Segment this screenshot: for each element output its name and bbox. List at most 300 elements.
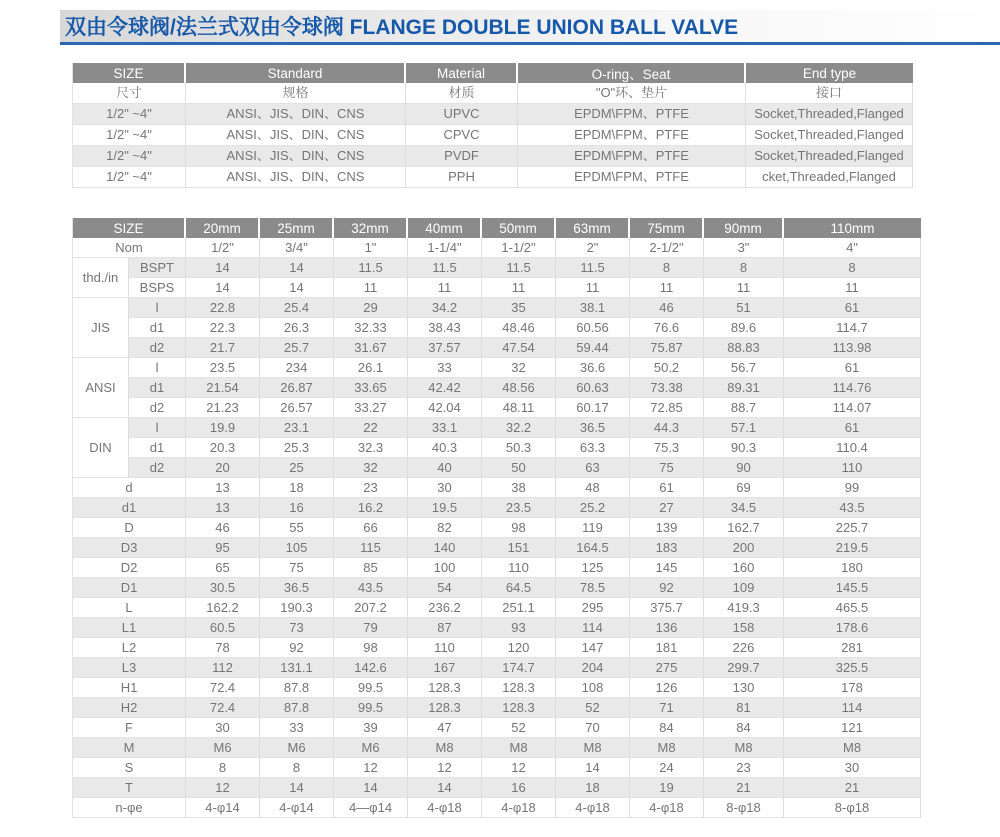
dim-value-cell: 14 <box>260 258 334 278</box>
dim-row-label: BSPT <box>129 258 186 278</box>
dim-row-label: S <box>73 758 186 778</box>
spec-cell: ANSI、JIS、DIN、CNS <box>186 125 406 146</box>
dim-value-cell: 95 <box>186 538 260 558</box>
dim-value-cell: 31.67 <box>334 338 408 358</box>
dim-value-cell: 465.5 <box>784 598 921 618</box>
dim-value-cell: 110 <box>408 638 482 658</box>
dim-value-cell: 8 <box>704 258 784 278</box>
dim-row-label: BSPS <box>129 278 186 298</box>
dim-value-cell: 98 <box>482 518 556 538</box>
dim-value-cell: 60.56 <box>556 318 630 338</box>
dim-value-cell: 92 <box>260 638 334 658</box>
dim-row-label: Nom <box>73 238 186 258</box>
dim-value-cell: 42.04 <box>408 398 482 418</box>
dim-value-cell: 72.85 <box>630 398 704 418</box>
dim-row-label: T <box>73 778 186 798</box>
dim-value-cell: 11.5 <box>556 258 630 278</box>
dim-value-cell: 21.23 <box>186 398 260 418</box>
dim-value-cell: 51 <box>704 298 784 318</box>
dim-value-cell: 4-φ18 <box>630 798 704 818</box>
dim-value-cell: 73.38 <box>630 378 704 398</box>
dim-row-label: L1 <box>73 618 186 638</box>
dim-value-cell: 38.1 <box>556 298 630 318</box>
dim-value-cell: 20 <box>186 458 260 478</box>
dim-row-label: d <box>73 478 186 498</box>
dim-value-cell: 11 <box>630 278 704 298</box>
dim-group-cell: thd./in <box>73 258 129 298</box>
dim-value-cell: 57.1 <box>704 418 784 438</box>
dim-data-row <box>73 378 921 398</box>
dim-value-cell: 110.4 <box>784 438 921 458</box>
dim-value-cell: 151 <box>482 538 556 558</box>
dim-value-cell: 39 <box>334 718 408 738</box>
dim-value-cell: 32.3 <box>334 438 408 458</box>
dim-value-cell: 52 <box>556 698 630 718</box>
dim-value-cell: 84 <box>704 718 784 738</box>
dim-value-cell: 19 <box>630 778 704 798</box>
dim-value-cell: M6 <box>334 738 408 758</box>
dim-value-cell: 114.7 <box>784 318 921 338</box>
dim-value-cell: 109 <box>704 578 784 598</box>
dim-value-cell: 48 <box>556 478 630 498</box>
dim-value-cell: 105 <box>260 538 334 558</box>
dim-value-cell: 98 <box>334 638 408 658</box>
dim-value-cell: 90.3 <box>704 438 784 458</box>
dim-value-cell: 82 <box>408 518 482 538</box>
dim-value-cell: 1-1/2" <box>482 238 556 258</box>
dim-value-cell: 114 <box>556 618 630 638</box>
dim-value-cell: 112 <box>186 658 260 678</box>
dim-value-cell: 46 <box>186 518 260 538</box>
dim-value-cell: 234 <box>260 358 334 378</box>
dim-value-cell: 26.87 <box>260 378 334 398</box>
dim-value-cell: 8 <box>186 758 260 778</box>
spec-cell: Socket,Threaded,Flanged <box>746 104 913 125</box>
dim-value-cell: 14 <box>186 258 260 278</box>
spec-table <box>72 63 913 188</box>
dim-value-cell: 180 <box>784 558 921 578</box>
dim-value-cell: 61 <box>784 418 921 438</box>
dim-value-cell: 27 <box>630 498 704 518</box>
dim-value-cell: 92 <box>630 578 704 598</box>
dim-value-cell: 1/2" <box>186 238 260 258</box>
dim-value-cell: 36.6 <box>556 358 630 378</box>
dim-value-cell: 11 <box>704 278 784 298</box>
spec-cell: EPDM\FPM、PTFE <box>518 104 746 125</box>
spec-cell: 1/2" ~4" <box>73 146 186 167</box>
dim-value-cell: 16.2 <box>334 498 408 518</box>
dim-column-header: 20mm <box>186 218 260 238</box>
dim-value-cell: 2" <box>556 238 630 258</box>
dim-value-cell: 40 <box>408 458 482 478</box>
dim-value-cell: M8 <box>556 738 630 758</box>
dim-data-row <box>73 558 921 578</box>
dim-value-cell: 43.5 <box>784 498 921 518</box>
dim-row-label: n-φe <box>73 798 186 818</box>
dim-column-header: 110mm <box>784 218 921 238</box>
dim-value-cell: 19.5 <box>408 498 482 518</box>
spec-data-row <box>73 167 913 188</box>
dim-value-cell: 114.07 <box>784 398 921 418</box>
dim-value-cell: 72.4 <box>186 698 260 718</box>
dim-group-cell: DIN <box>73 418 129 478</box>
dim-value-cell: 32.33 <box>334 318 408 338</box>
dim-value-cell: 4" <box>784 238 921 258</box>
dim-row-label: D <box>73 518 186 538</box>
dim-data-row <box>73 738 921 758</box>
dim-column-header: 32mm <box>334 218 408 238</box>
dim-value-cell: 30 <box>186 718 260 738</box>
dim-value-cell: 37.57 <box>408 338 482 358</box>
dim-row-label: H1 <box>73 678 186 698</box>
dim-value-cell: 32 <box>482 358 556 378</box>
dim-value-cell: 71 <box>630 698 704 718</box>
dim-value-cell: 69 <box>704 478 784 498</box>
dim-value-cell: 236.2 <box>408 598 482 618</box>
dim-value-cell: 219.5 <box>784 538 921 558</box>
dim-value-cell: 14 <box>260 278 334 298</box>
dim-value-cell: 121 <box>784 718 921 738</box>
dim-value-cell: 128.3 <box>482 678 556 698</box>
dim-column-header: SIZE <box>73 218 186 238</box>
dim-data-row <box>73 318 921 338</box>
dim-value-cell: 48.11 <box>482 398 556 418</box>
dim-value-cell: 128.3 <box>482 698 556 718</box>
dim-row-label: d1 <box>73 498 186 518</box>
dim-value-cell: 4-φ14 <box>186 798 260 818</box>
dim-value-cell: 47 <box>408 718 482 738</box>
dim-value-cell: 75 <box>630 458 704 478</box>
dim-data-row <box>73 578 921 598</box>
dim-value-cell: 113.98 <box>784 338 921 358</box>
dim-value-cell: 8 <box>784 258 921 278</box>
dim-value-cell: 43.5 <box>334 578 408 598</box>
spec-cell: 1/2" ~4" <box>73 125 186 146</box>
dim-data-row <box>73 498 921 518</box>
dim-row-label: d1 <box>129 378 186 398</box>
dim-value-cell: 30 <box>408 478 482 498</box>
dim-value-cell: 14 <box>260 778 334 798</box>
dim-value-cell: 140 <box>408 538 482 558</box>
dim-data-row <box>73 478 921 498</box>
dim-value-cell: 34.5 <box>704 498 784 518</box>
dim-value-cell: 119 <box>556 518 630 538</box>
dim-value-cell: 162.2 <box>186 598 260 618</box>
dim-value-cell: 25.2 <box>556 498 630 518</box>
dim-value-cell: 8-φ18 <box>784 798 921 818</box>
spec-column-subheader: 材质 <box>406 83 518 104</box>
dim-value-cell: 99 <box>784 478 921 498</box>
dim-value-cell: 147 <box>556 638 630 658</box>
spec-subheader-row <box>73 83 913 104</box>
dim-value-cell: 299.7 <box>704 658 784 678</box>
dim-value-cell: 23.5 <box>482 498 556 518</box>
dim-value-cell: 226 <box>704 638 784 658</box>
dim-value-cell: 164.5 <box>556 538 630 558</box>
dimensions-table <box>72 218 921 818</box>
dim-value-cell: 26.57 <box>260 398 334 418</box>
dim-value-cell: 145.5 <box>784 578 921 598</box>
dim-value-cell: 20.3 <box>186 438 260 458</box>
spec-column-header: End type <box>746 63 913 83</box>
dim-value-cell: 61 <box>630 478 704 498</box>
spec-cell: ANSI、JIS、DIN、CNS <box>186 146 406 167</box>
dim-value-cell: M6 <box>260 738 334 758</box>
dim-value-cell: 90 <box>704 458 784 478</box>
dim-value-cell: 178 <box>784 678 921 698</box>
spec-header-row <box>73 63 913 83</box>
dim-value-cell: 33.1 <box>408 418 482 438</box>
dim-value-cell: 38 <box>482 478 556 498</box>
dim-data-row <box>73 238 921 258</box>
title-banner <box>60 10 1000 45</box>
dim-value-cell: M8 <box>630 738 704 758</box>
dim-value-cell: 11.5 <box>482 258 556 278</box>
dim-value-cell: 30.5 <box>186 578 260 598</box>
dim-data-row <box>73 458 921 478</box>
dim-value-cell: 48.56 <box>482 378 556 398</box>
dim-value-cell: 167 <box>408 658 482 678</box>
dim-value-cell: 181 <box>630 638 704 658</box>
dim-value-cell: 3/4" <box>260 238 334 258</box>
dim-value-cell: 8 <box>260 758 334 778</box>
dim-data-row <box>73 418 921 438</box>
dim-value-cell: 1-1/4" <box>408 238 482 258</box>
dim-column-header: 63mm <box>556 218 630 238</box>
dim-data-row <box>73 778 921 798</box>
dim-header-row <box>73 218 921 238</box>
dim-value-cell: 40.3 <box>408 438 482 458</box>
dim-column-header: 40mm <box>408 218 482 238</box>
dim-row-label: F <box>73 718 186 738</box>
dim-value-cell: 88.83 <box>704 338 784 358</box>
dim-value-cell: 75.87 <box>630 338 704 358</box>
dim-value-cell: 12 <box>334 758 408 778</box>
dim-value-cell: 4—φ14 <box>334 798 408 818</box>
dim-value-cell: 84 <box>630 718 704 738</box>
dim-value-cell: 60.17 <box>556 398 630 418</box>
dim-value-cell: 55 <box>260 518 334 538</box>
dim-value-cell: 70 <box>556 718 630 738</box>
dim-value-cell: 23.1 <box>260 418 334 438</box>
dim-value-cell: 14 <box>408 778 482 798</box>
dim-value-cell: 110 <box>482 558 556 578</box>
dim-value-cell: M8 <box>784 738 921 758</box>
dim-value-cell: 33 <box>260 718 334 738</box>
spec-cell: 1/2" ~4" <box>73 104 186 125</box>
spec-data-row <box>73 104 913 125</box>
dim-value-cell: 114 <box>784 698 921 718</box>
dim-value-cell: 89.6 <box>704 318 784 338</box>
dim-value-cell: 11 <box>784 278 921 298</box>
dim-value-cell: 75.3 <box>630 438 704 458</box>
dim-value-cell: 142.6 <box>334 658 408 678</box>
dim-value-cell: 23.5 <box>186 358 260 378</box>
dim-row-label: d2 <box>129 458 186 478</box>
dim-data-row <box>73 278 921 298</box>
dim-value-cell: 79 <box>334 618 408 638</box>
dim-value-cell: 23 <box>334 478 408 498</box>
dim-value-cell: 50 <box>482 458 556 478</box>
dim-value-cell: 22 <box>334 418 408 438</box>
dim-value-cell: 200 <box>704 538 784 558</box>
dim-value-cell: 75 <box>260 558 334 578</box>
dim-value-cell: 66 <box>334 518 408 538</box>
dim-value-cell: 38.43 <box>408 318 482 338</box>
dim-value-cell: 78 <box>186 638 260 658</box>
dim-value-cell: 11 <box>334 278 408 298</box>
dim-value-cell: 11 <box>556 278 630 298</box>
dim-value-cell: 419.3 <box>704 598 784 618</box>
dim-value-cell: 33 <box>408 358 482 378</box>
dim-value-cell: 158 <box>704 618 784 638</box>
dim-value-cell: 89.31 <box>704 378 784 398</box>
dim-value-cell: 126 <box>630 678 704 698</box>
dim-value-cell: 60.63 <box>556 378 630 398</box>
dim-value-cell: 32 <box>334 458 408 478</box>
dim-value-cell: 33.27 <box>334 398 408 418</box>
dim-group-cell: ANSI <box>73 358 129 418</box>
dim-value-cell: 42.42 <box>408 378 482 398</box>
dim-value-cell: 4-φ18 <box>482 798 556 818</box>
spec-column-header: Material <box>406 63 518 83</box>
dim-data-row <box>73 438 921 458</box>
dim-column-header: 25mm <box>260 218 334 238</box>
dim-value-cell: 13 <box>186 498 260 518</box>
dim-data-row <box>73 638 921 658</box>
dim-value-cell: 375.7 <box>630 598 704 618</box>
spec-cell: PVDF <box>406 146 518 167</box>
dim-value-cell: 61 <box>784 358 921 378</box>
dim-data-row <box>73 798 921 818</box>
dim-row-label: L3 <box>73 658 186 678</box>
dim-value-cell: 87 <box>408 618 482 638</box>
dim-value-cell: 46 <box>630 298 704 318</box>
dim-value-cell: 18 <box>260 478 334 498</box>
dim-data-row <box>73 718 921 738</box>
dim-value-cell: 114.76 <box>784 378 921 398</box>
dim-data-row <box>73 258 921 278</box>
dim-value-cell: 99.5 <box>334 698 408 718</box>
spec-column-header: Standard <box>186 63 406 83</box>
dim-value-cell: 26.3 <box>260 318 334 338</box>
dim-value-cell: 1" <box>334 238 408 258</box>
spec-cell: cket,Threaded,Flanged <box>746 167 913 188</box>
dim-value-cell: 88.7 <box>704 398 784 418</box>
dim-value-cell: 295 <box>556 598 630 618</box>
dim-value-cell: 21.54 <box>186 378 260 398</box>
dim-value-cell: 99.5 <box>334 678 408 698</box>
dim-value-cell: 87.8 <box>260 698 334 718</box>
dim-row-label: L <box>73 598 186 618</box>
dim-value-cell: 63 <box>556 458 630 478</box>
spec-cell: Socket,Threaded,Flanged <box>746 146 913 167</box>
dim-value-cell: 13 <box>186 478 260 498</box>
dim-value-cell: 85 <box>334 558 408 578</box>
dim-value-cell: 25.3 <box>260 438 334 458</box>
spec-cell: CPVC <box>406 125 518 146</box>
dim-value-cell: 52 <box>482 718 556 738</box>
dim-value-cell: 54 <box>408 578 482 598</box>
spec-cell: UPVC <box>406 104 518 125</box>
dim-value-cell: 72.4 <box>186 678 260 698</box>
dim-column-header: 75mm <box>630 218 704 238</box>
dim-value-cell: 12 <box>482 758 556 778</box>
dim-value-cell: 4-φ18 <box>408 798 482 818</box>
dim-row-label: l <box>129 298 186 318</box>
dim-row-label: M <box>73 738 186 758</box>
dim-value-cell: 33.65 <box>334 378 408 398</box>
dim-value-cell: 120 <box>482 638 556 658</box>
dim-value-cell: 24 <box>630 758 704 778</box>
dim-value-cell: 131.1 <box>260 658 334 678</box>
dim-value-cell: 14 <box>186 278 260 298</box>
dim-value-cell: 78.5 <box>556 578 630 598</box>
dim-value-cell: 11 <box>482 278 556 298</box>
dim-value-cell: 130 <box>704 678 784 698</box>
dim-value-cell: 4-φ18 <box>556 798 630 818</box>
dim-value-cell: 251.1 <box>482 598 556 618</box>
dim-row-label: l <box>129 358 186 378</box>
spec-cell: 1/2" ~4" <box>73 167 186 188</box>
dim-value-cell: 22.3 <box>186 318 260 338</box>
spec-cell: ANSI、JIS、DIN、CNS <box>186 167 406 188</box>
spec-column-subheader: 尺寸 <box>73 83 186 104</box>
dim-data-row <box>73 678 921 698</box>
dim-value-cell: M8 <box>482 738 556 758</box>
dim-value-cell: 128.3 <box>408 678 482 698</box>
dim-value-cell: 21 <box>704 778 784 798</box>
dim-value-cell: 190.3 <box>260 598 334 618</box>
dim-row-label: d2 <box>129 338 186 358</box>
dim-value-cell: 76.6 <box>630 318 704 338</box>
dim-value-cell: 12 <box>408 758 482 778</box>
dim-value-cell: 65 <box>186 558 260 578</box>
dim-value-cell: 93 <box>482 618 556 638</box>
dim-value-cell: 48.46 <box>482 318 556 338</box>
dim-value-cell: 281 <box>784 638 921 658</box>
dim-value-cell: 21.7 <box>186 338 260 358</box>
dim-data-row <box>73 538 921 558</box>
dim-value-cell: 162.7 <box>704 518 784 538</box>
dim-value-cell: M6 <box>186 738 260 758</box>
dim-value-cell: 128.3 <box>408 698 482 718</box>
dim-data-row <box>73 758 921 778</box>
spec-data-row <box>73 146 913 167</box>
dim-value-cell: 110 <box>784 458 921 478</box>
dim-value-cell: 16 <box>482 778 556 798</box>
dim-value-cell: 26.1 <box>334 358 408 378</box>
dim-row-label: D2 <box>73 558 186 578</box>
dim-value-cell: 34.2 <box>408 298 482 318</box>
dim-value-cell: 11.5 <box>408 258 482 278</box>
dim-value-cell: 29 <box>334 298 408 318</box>
spec-column-subheader: 接口 <box>746 83 913 104</box>
spec-cell: EPDM\FPM、PTFE <box>518 125 746 146</box>
dim-value-cell: 63.3 <box>556 438 630 458</box>
dim-row-label: d1 <box>129 318 186 338</box>
dim-value-cell: 8-φ18 <box>704 798 784 818</box>
dim-data-row <box>73 298 921 318</box>
dim-value-cell: 108 <box>556 678 630 698</box>
spec-data-row <box>73 125 913 146</box>
dim-value-cell: 50.3 <box>482 438 556 458</box>
dim-data-row <box>73 338 921 358</box>
dim-value-cell: 60.5 <box>186 618 260 638</box>
dim-value-cell: 25.4 <box>260 298 334 318</box>
dim-data-row <box>73 698 921 718</box>
dim-value-cell: 100 <box>408 558 482 578</box>
